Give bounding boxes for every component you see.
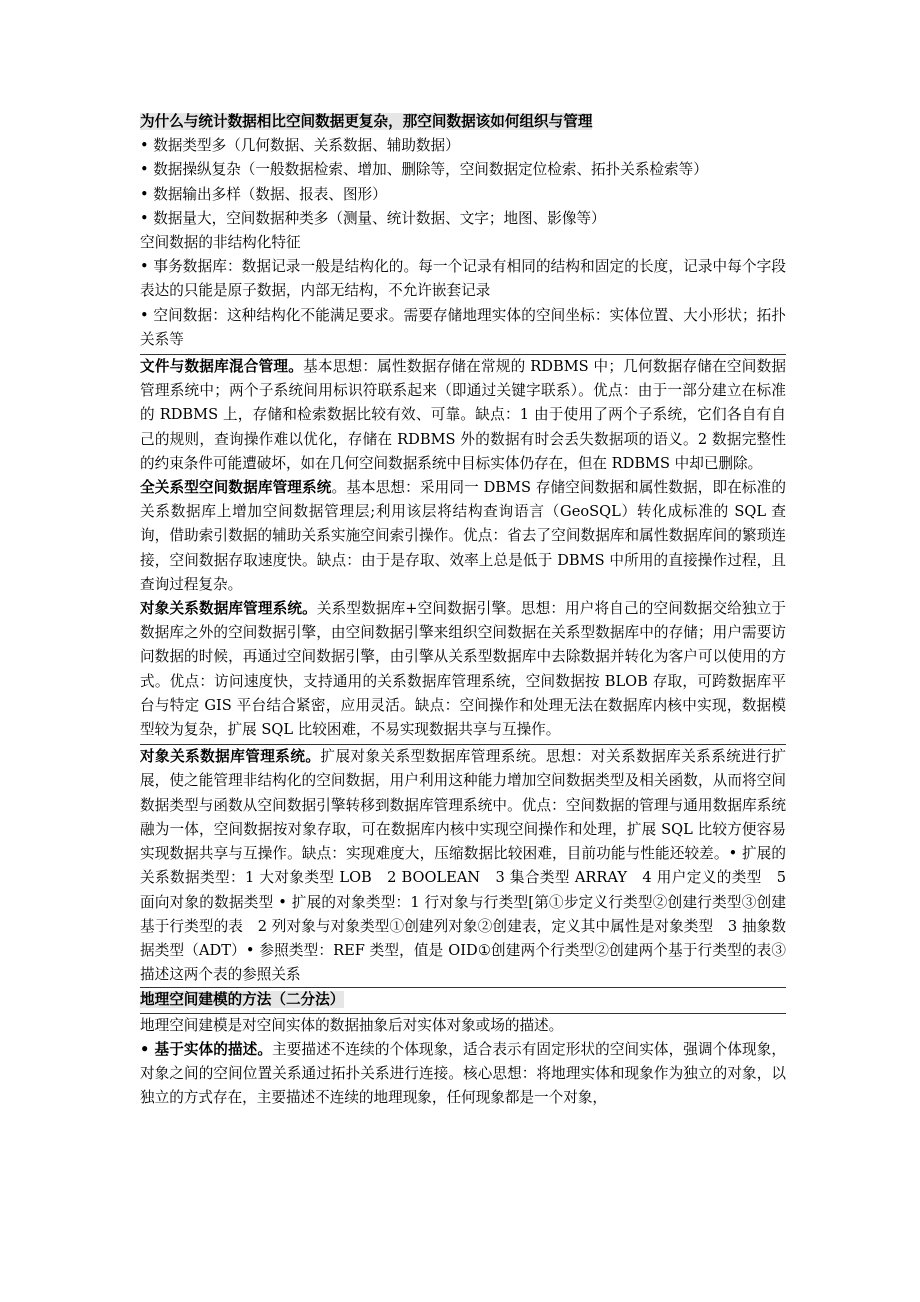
paragraph-lead: 文件与数据库混合管理。	[140, 358, 304, 376]
section-geospatial-modeling	[140, 987, 786, 1110]
paragraph-lead: • 基于实体的描述。	[140, 1040, 273, 1058]
paragraph-lead: 全关系型空间数据库管理系统	[140, 479, 332, 497]
document-page	[140, 110, 786, 1110]
paragraph-lead: 对象关系数据库管理系统。	[140, 600, 317, 618]
section-heading-4	[140, 988, 786, 1012]
section-extended-object-relational	[140, 744, 786, 987]
paragraph-body: 扩展对象关系型数据库管理系统。思想：对关系数据库关系系统进行扩展，使之能管理非结构化的空间数据，用户利用这种能力增加空间数据类型及相关函数，从而将空间数据类型与函数从空间数据引擎转移到数据库管理系统中。优点：空间数据的管理与通用数据库系统融为一体，空间数据按对象存取，可在数据库内核中实现空间操作和处理，扩展 SQL 比较方便容易实现数据共享与互操作。缺点：实现难度大，压缩数据比较困难，目前功能与性能还较差。• 扩展的关系数据类型：1 大对象类型 LOB 2 BOOLEAN 3 集合类型 ARRAY 4 用户定义的类型 5 面向对象的数据类型 • 扩展的对象类型：1 行对象与行类型[第①步定义行类型②创建行类型③创建基于行类型的表 2 列对象与对象类型①创建列对象②创建表，定义其中属性是对象类型 3 抽象数据类型（ADT）• 参照类型：REF 类型，值是 OID①创建两个行类型②创建两个基于行类型的表③描述这两个表的参照关系	[140, 748, 786, 984]
paragraph-body: 基本思想：属性数据存储在常规的 RDBMS 中；几何数据存储在空间数据管理系统中；两个子系统间用标识符联系起来（即通过关键字联系）。优点：由于一部分建立在标准的 RDBMS 上，存储和检索数据比较有效、可靠。缺点：1 由于使用了两个子系统，它们各自有自己的规则，查询操作难以优化，存储在 RDBMS 外的数据有时会丢失数据项的语义。2 数据完整性的约束条件可能遭破坏，如在几何空间数据系统中目标实体仍存在，但在 RDBMS 中却已删除。	[140, 358, 786, 472]
section-title: 为什么与统计数据相比空间数据更复杂，那空间数据该如何组织与管理	[140, 113, 593, 130]
paragraph-body: 关系型数据库+空间数据引擎。思想：用户将自己的空间数据交给独立于数据库之外的空间数据引擎，由空间数据引擎来组织空间数据在关系型数据库中的存储；用户需要访问数据的时候，再通过空间数据引擎，由引擎从关系型数据库中去除数据并转化为客户可以使用的方式。优点：访问速度快，支持通用的关系数据库管理系统，空间数据按 BLOB 存取，可跨数据库平台与特定 GIS 平台结合紧密，应用灵活。缺点：空间操作和处理无法在数据库内核中实现，数据模型较为复杂，扩展 SQL 比较困难，不易实现数据共享与互操作。	[140, 600, 786, 739]
paragraph-modeling-intro: 地理空间建模是对空间实体的数据抽象后对实体对象或场的描述。	[140, 1013, 786, 1038]
paragraph-body: 。基本思想：采用同一 DBMS 存储空间数据和属性数据，即在标准的关系数据库上增加空间数据管理层;利用该层将结构查询语言（GeoSQL）转化成标准的 SQL 查询，借助索引数据的辅助关系实施空间索引操作。优点：省去了空间数据库和属性数据库间的繁琐连接，空间数据存取速度快。缺点：由于是存取、效率上总是低于 DBMS 中所用的直接操作过程，且查询过程复杂。	[140, 479, 786, 593]
paragraph-hybrid-management	[140, 355, 786, 476]
paragraph-entity-based	[140, 1038, 786, 1111]
bullet-item: • 数据操纵复杂（一般数据检索、增加、删除等，空间数据定位检索、拓扑关系检索等）	[140, 161, 708, 179]
subheading-unstructured: 空间数据的非结构化特征	[140, 234, 301, 252]
section-title: 地理空间建模的方法（二分法）	[140, 991, 345, 1009]
section-why-spatial-complex	[140, 110, 786, 352]
bullet-item: • 数据类型多（几何数据、关系数据、辅助数据）	[140, 137, 460, 155]
paragraph-body: 主要描述不连续的个体现象，适合表示有固定形状的空间实体，强调个体现象，对象之间的空间位置关系通过拓扑关系进行连接。核心思想：将地理实体和现象作为独立的对象，以独立的方式存在，主要描述不连续的地理现象，任何现象都是一个对象，	[140, 1040, 786, 1107]
paragraph-object-relational	[140, 597, 786, 742]
bullet-item: • 数据输出多样（数据、报表、图形）	[140, 185, 387, 203]
section-management-approaches	[140, 354, 786, 742]
paragraph-lead: 对象关系数据库管理系统。	[140, 748, 321, 766]
section-heading-1	[140, 110, 786, 134]
paragraph-spatial-data: • 空间数据：这种结构化不能满足要求。需要存储地理实体的空间坐标：实体位置、大小形状；拓扑关系等	[140, 306, 786, 348]
bullet-item: • 数据量大，空间数据种类多（测量、统计数据、文字；地图、影像等）	[140, 209, 606, 227]
paragraph-extended-ordbms	[140, 745, 786, 987]
paragraph-full-relational	[140, 476, 786, 597]
paragraph-transaction-db: • 事务数据库：数据记录一般是结构化的。每一个记录有相同的结构和固定的长度，记录中每个字段表达的只能是原子数据，内部无结构，不允许嵌套记录	[140, 258, 786, 300]
